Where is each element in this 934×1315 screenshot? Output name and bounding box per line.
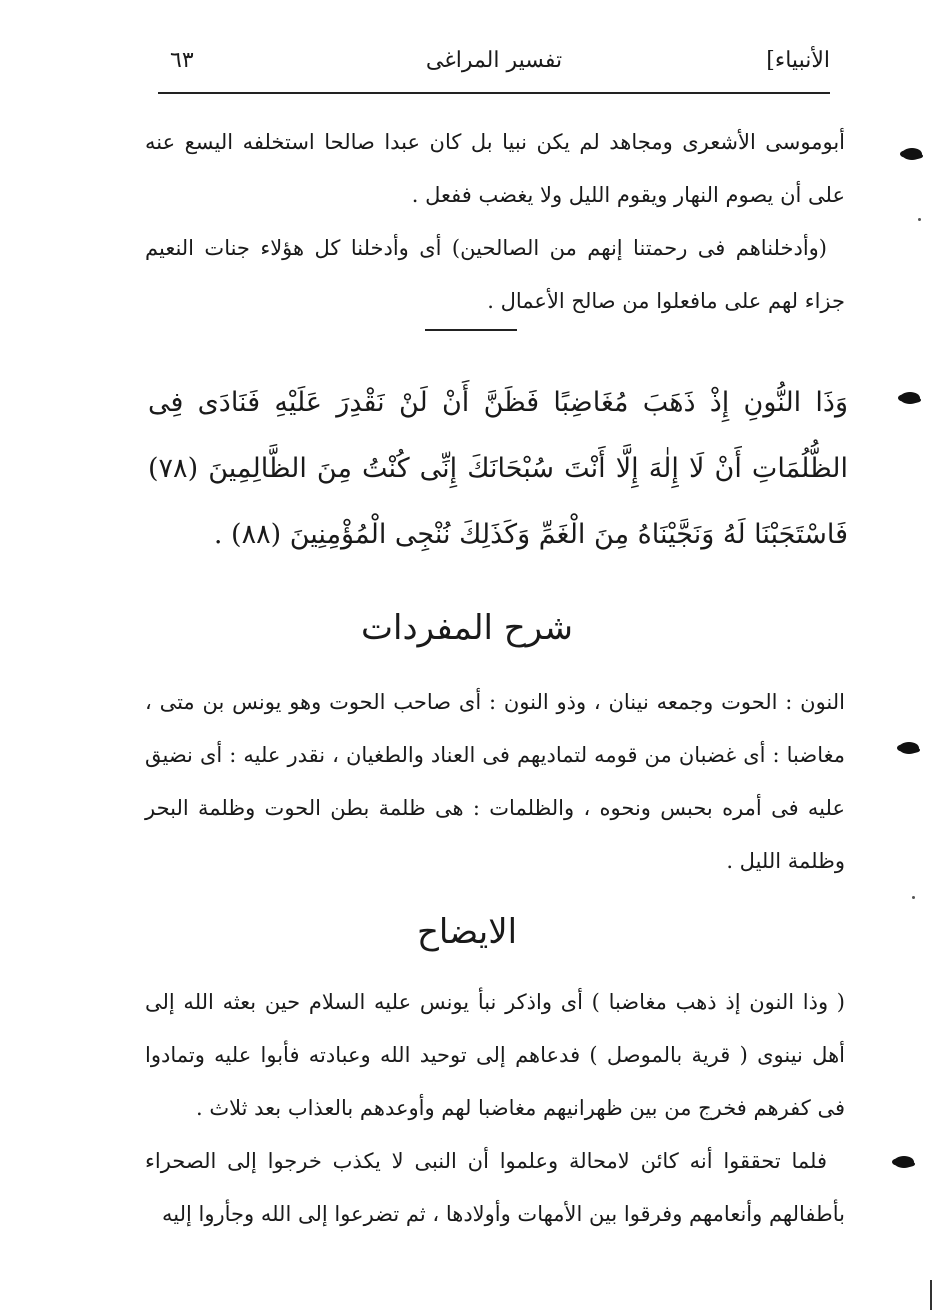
intro-paragraph-text: (وأدخلناهم فى رحمتنا إنهم من الصالحين) أى وأدخلنا كل هؤلاء جنات النعيم جزاء لهم على مافعلوا من صالح الأعمال . [145,236,845,313]
header-divider [158,92,830,94]
intro-paragraph [145,222,845,328]
vocabulary-text: النون : الحوت وجمعه نينان ، وذو النون : أى صاحب الحوت وهو يونس بن متى ، مغاضبا : أى غضبان من قومه لتماديهم فى العناد والطغيان ، نقدر عليه : أى نضيق عليه فى أمره بحبس ونحوه ، والظلمات : هى ظلمة بطن الحوت وظلمة البحر وظلمة الليل . [145,690,845,873]
section-divider [425,329,517,331]
intro-paragraph: أبوموسى الأشعرى ومجاهد لم يكن نبيا بل كان عبدا صالحا استخلفه اليسع عنه على أن يصوم النهار ويقوم الليل ولا يغضب ففعل . [145,130,845,207]
scan-speck [912,896,915,899]
ink-blot [894,1156,914,1168]
ink-blot [902,148,922,160]
page-header [158,44,830,88]
page-edge-mark [930,1280,932,1310]
quran-verses: وَذَا النُّونِ إِذْ ذَهَبَ مُغَاضِبًا فَظَنَّ أَنْ لَنْ نَقْدِرَ عَلَيْهِ فَنَادَى فِى الظُّلُمَاتِ أَنْ لَا إِلٰهَ إِلَّا أَنْتَ سُبْحَانَكَ إِنِّى كُنْتُ مِنَ الظَّالِمِينَ (٧٨) فَاسْتَجَبْنَا لَهُ وَنَجَّيْنَاهُ مِنَ الْغَمِّ وَكَذَلِكَ نُنْجِى الْمُؤْمِنِينَ (٨٨) . [148,387,848,550]
explanation-paragraph [145,1135,845,1241]
intro-section [145,116,845,328]
explanation-paragraph-text: فلما تحققوا أنه كائن لامحالة وعلموا أن النبى لا يكذب خرجوا إلى الصحراء بأطفالهم وأنعامهم وفرقوا بين الأمهات وأولادها ، ثم تضرعوا إلى الله وجأروا إليه [145,1149,845,1226]
ink-blot [900,392,920,404]
vocabulary-heading: شرح المفردات [360,608,574,648]
section-title: الأنبياء] [766,48,830,73]
scan-speck [918,218,921,221]
explanation-section [145,976,845,1241]
page-number: ٦٣ [170,48,194,73]
explanation-heading: الايضاح [416,912,518,952]
book-title: تفسير المراغى [425,48,563,73]
explanation-paragraph: ( وذا النون إذ ذهب مغاضبا ) أى واذكر نبأ يونس عليه السلام حين بعثه الله إلى أهل نينوى ( قرية بالموصل ) فدعاهم إلى توحيد الله وعبادته فأبوا عليه وتمادوا فى كفرهم فخرج من بين ظهرانيهم مغاضبا لهم وأوعدهم بالعذاب بعد ثلاث . [145,990,845,1120]
ink-blot [899,742,919,754]
